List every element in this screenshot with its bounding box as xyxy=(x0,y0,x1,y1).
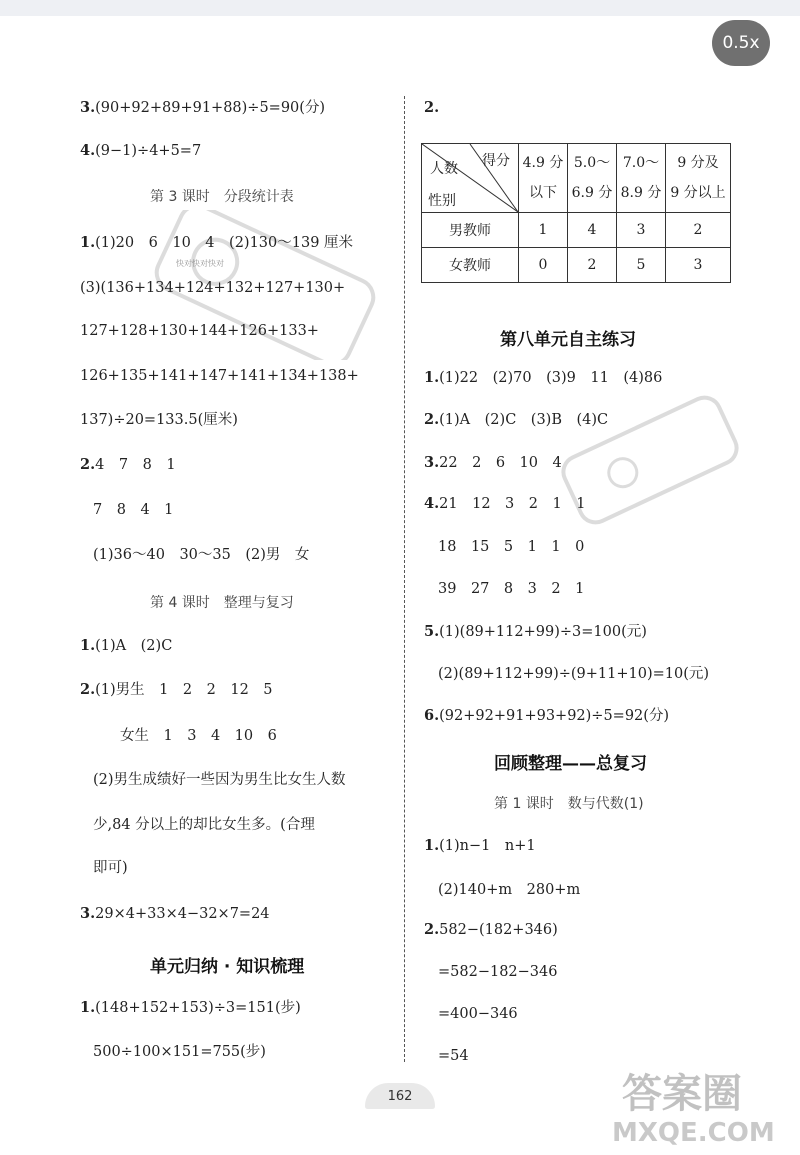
answer-line: 1.(1)22 (2)70 (3)9 11 (4)86 xyxy=(424,369,663,386)
answer-line: 3.22 2 6 10 4 xyxy=(424,454,562,471)
answer-line: 即可) xyxy=(93,860,128,876)
diagonal-header-cell xyxy=(422,144,519,213)
diag-label-count: 人数 xyxy=(430,161,458,177)
row-label: 男教师 xyxy=(422,213,519,248)
diag-label-gender: 性别 xyxy=(428,193,456,209)
table-cell: 3 xyxy=(617,213,666,248)
table-header: 7.0～ 8.9 分 xyxy=(617,144,666,213)
table-header: 4.9 分 以下 xyxy=(519,144,568,213)
answer-line: 1.(148+152+153)÷3=151(步) xyxy=(80,999,301,1016)
table-cell: 1 xyxy=(519,213,568,248)
answer-line: 6.(92+92+91+93+92)÷5=92(分) xyxy=(424,707,670,724)
lesson-heading: 第 3 课时 分段统计表 xyxy=(150,189,294,205)
table-cell: 5 xyxy=(617,248,666,283)
answer-line: (2)(89+112+99)÷(9+11+10)=10(元) xyxy=(438,666,710,682)
table-cell: 2 xyxy=(568,248,617,283)
playback-speed-button[interactable]: 0.5x xyxy=(712,20,770,66)
answer-line: 女生 1 3 4 10 6 xyxy=(120,728,277,744)
score-table xyxy=(421,143,731,283)
watermark-brand-cn: 答案圈 xyxy=(622,1071,742,1117)
table-cell: 3 xyxy=(666,248,731,283)
answer-line: (1)36～40 30～35 (2)男 女 xyxy=(93,547,310,563)
answer-line: =400−346 xyxy=(438,1006,518,1022)
answer-line: 2.(1)A (2)C (3)B (4)C xyxy=(424,411,609,428)
table-cell: 4 xyxy=(568,213,617,248)
lesson-heading: 第 1 课时 数与代数(1) xyxy=(494,796,644,812)
answer-line: 126+135+141+147+141+134+138+ xyxy=(80,368,359,384)
answer-line: 1.(1)A (2)C xyxy=(80,637,173,654)
table-row xyxy=(422,213,731,248)
watermark-stamp-text: 快对快对快对 xyxy=(176,259,224,268)
answer-line: 5.(1)(89+112+99)÷3=100(元) xyxy=(424,623,647,640)
answer-line: =582−182−346 xyxy=(438,964,558,980)
row-label: 女教师 xyxy=(422,248,519,283)
answer-line: =54 xyxy=(438,1048,469,1064)
section-heading: 单元归纳 · 知识梳理 xyxy=(150,957,305,977)
answer-line: 3.(90+92+89+91+88)÷5=90(分) xyxy=(80,99,326,116)
top-bar xyxy=(0,0,800,16)
answer-line: 137)÷20=133.5(厘米) xyxy=(80,412,238,428)
watermark-stamp-icon xyxy=(140,210,390,364)
answer-line: 1.(1)n−1 n+1 xyxy=(424,837,536,854)
answer-line: 2.582−(182+346) xyxy=(424,921,558,938)
answer-line: 500÷100×151=755(步) xyxy=(93,1044,266,1060)
watermark-brand-url: MXQE.COM xyxy=(612,1118,775,1148)
watermark-stamp-icon xyxy=(550,395,750,529)
answer-line: (2)140+m 280+m xyxy=(438,882,581,898)
answer-line: 127+128+130+144+126+133+ xyxy=(80,323,319,339)
table-row xyxy=(422,248,731,283)
column-divider xyxy=(404,96,405,1062)
section-heading: 回顾整理——总复习 xyxy=(494,754,647,774)
page-number: 162 xyxy=(365,1083,435,1109)
answer-line: 18 15 5 1 1 0 xyxy=(438,539,585,555)
table-header: 9 分及 9 分以上 xyxy=(666,144,731,213)
answer-line: 4.(9−1)÷4+5=7 xyxy=(80,142,202,159)
table-cell: 2 xyxy=(666,213,731,248)
answer-line: 7 8 4 1 xyxy=(93,502,174,518)
answer-line: 2. xyxy=(424,99,440,116)
answer-line: 2.(1)男生 1 2 2 12 5 xyxy=(80,681,273,698)
answer-line: 2.4 7 8 1 xyxy=(80,456,176,473)
answer-line: 1.(1)20 6 10 4 (2)130～139 厘米 xyxy=(80,234,354,251)
answer-line: (2)男生成绩好一些因为男生比女生人数 xyxy=(93,772,346,788)
answer-line: 少,84 分以上的却比女生多。(合理 xyxy=(93,817,315,833)
answer-line: 39 27 8 3 2 1 xyxy=(438,581,585,597)
answer-line: (3)(136+134+124+132+127+130+ xyxy=(80,280,346,296)
lesson-heading: 第 4 课时 整理与复习 xyxy=(150,595,294,611)
table-header: 5.0～ 6.9 分 xyxy=(568,144,617,213)
answer-line: 4.21 12 3 2 1 1 xyxy=(424,495,586,512)
table-cell: 0 xyxy=(519,248,568,283)
answer-line: 3.29×4+33×4−32×7=24 xyxy=(80,905,270,922)
section-heading: 第八单元自主练习 xyxy=(500,330,636,350)
diag-label-score: 得分 xyxy=(482,153,510,169)
